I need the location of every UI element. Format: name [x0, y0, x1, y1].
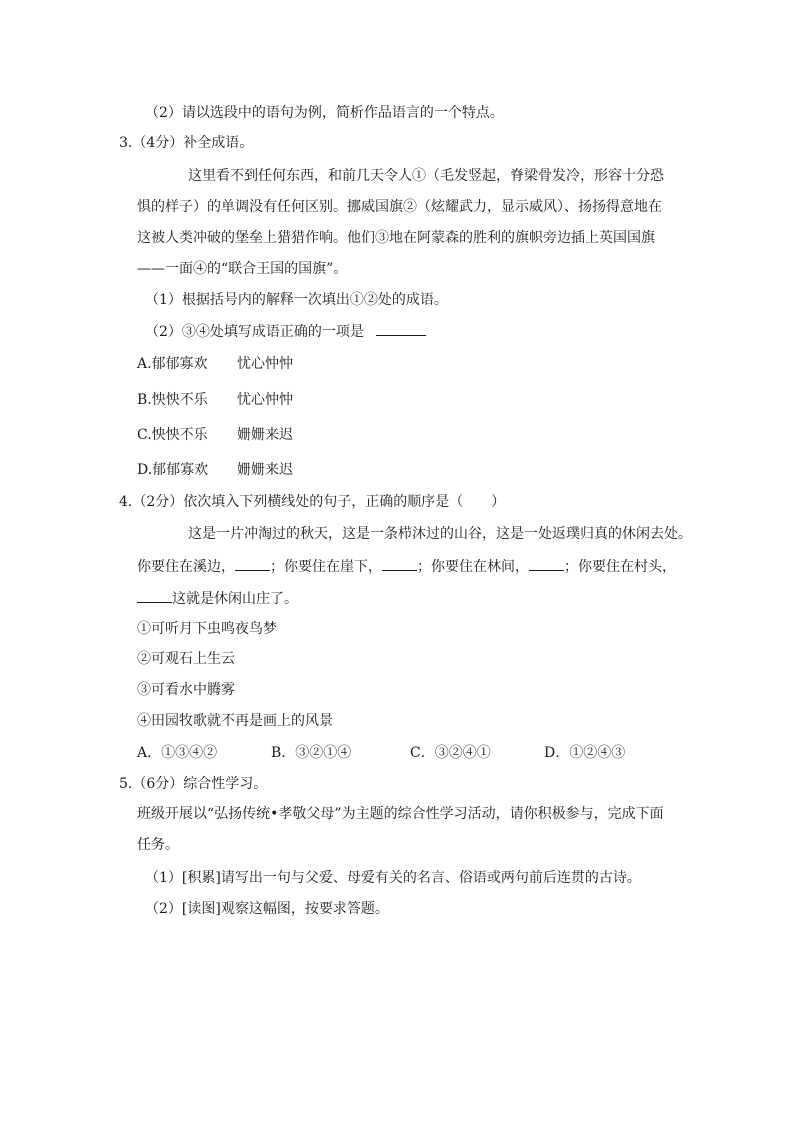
answer-blank[interactable] [529, 556, 564, 571]
q4-heading: 4.（2分）依次填入下列横线处的句子，正确的顺序是（ ） [119, 494, 506, 510]
q3-passage-line-2: 惧的样子）的单调没有任何区别。挪威国旗②（炫耀武力，显示威风）、扬扬得意地在 [137, 199, 662, 215]
q4-choices [137, 743, 625, 763]
q3-option-c[interactable]: C.怏怏不乐 姗姗来迟 [137, 427, 293, 443]
q3-passage-line-1: 这里看不到任何东西，和前几天令人①（毛发竖起，脊梁骨发冷，形容十分恐 [188, 168, 664, 184]
q2-subquestion-2: （2）请以选段中的语句为例，简析作品语言的一个特点。 [145, 105, 504, 121]
answer-blank[interactable] [382, 556, 417, 571]
q4-item-4: ④田园牧歌就不再是画上的风景 [137, 713, 333, 729]
q5-intro-line-1: 班级开展以“弘扬传统•孝敬父母”为主题的综合性学习活动，请你积极参与，完成下面 [137, 806, 664, 822]
q3-passage-line-4: ——一面④的“联合王国的国旗”。 [137, 261, 348, 277]
q5-subquestion-2: （2）[读图]观察这幅图，按要求答题。 [145, 901, 389, 917]
answer-blank[interactable] [137, 588, 172, 603]
q4-passage-line-3: 这就是休闲山庄了。 [137, 588, 298, 609]
answer-blank[interactable] [376, 321, 426, 336]
q4-choice-c[interactable]: C．③②④① [410, 745, 491, 761]
q4-passage-line-2: 你要住在溪边， ；你要住在崖下， ；你要住在林间， ；你要住在村头， [137, 556, 676, 577]
q3-option-b[interactable]: B.怏怏不乐 忧心忡忡 [137, 392, 293, 408]
q3-passage-line-3: 这被人类冲破的堡垒上猎猎作响。他们③地在阿蒙森的胜利的旗帜旁边插上英国国旗 [137, 230, 655, 246]
q4-choice-d[interactable]: D．①②④③ [544, 745, 626, 761]
answer-blank[interactable] [235, 556, 270, 571]
q5-intro-line-2: 任务。 [137, 837, 179, 853]
q4-item-1: ①可听月下虫鸣夜鸟梦 [137, 621, 277, 637]
q4-choice-b[interactable]: B．③②①④ [271, 745, 352, 761]
q4-choice-a[interactable]: A．①③④② [137, 745, 218, 761]
q3-option-d[interactable]: D.郁郁寡欢 姗姗来迟 [137, 462, 293, 478]
q5-heading: 5.（6分）综合性学习。 [119, 776, 268, 792]
q4-item-2: ②可观石上生云 [137, 651, 235, 667]
q4-item-3: ③可看水中腾雾 [137, 682, 235, 698]
q3-subquestion-2: （2）③④处填写成语正确的一项是 [145, 321, 426, 342]
q5-subquestion-1: （1）[积累]请写出一句与父爱、母爱有关的名言、俗语或两句前后连贯的古诗。 [145, 870, 641, 886]
q4-passage-line-1: 这是一片冲淘过的秋天，这是一条栉沐过的山谷，这是一处返璞归真的休闲去处。 [188, 526, 692, 542]
q3-subquestion-1: （1）根据括号内的解释一次填出①②处的成语。 [145, 292, 448, 308]
q3-option-a[interactable]: A.郁郁寡欢 忧心忡忡 [137, 356, 293, 372]
q3-heading: 3.（4分）补全成语。 [119, 135, 254, 151]
